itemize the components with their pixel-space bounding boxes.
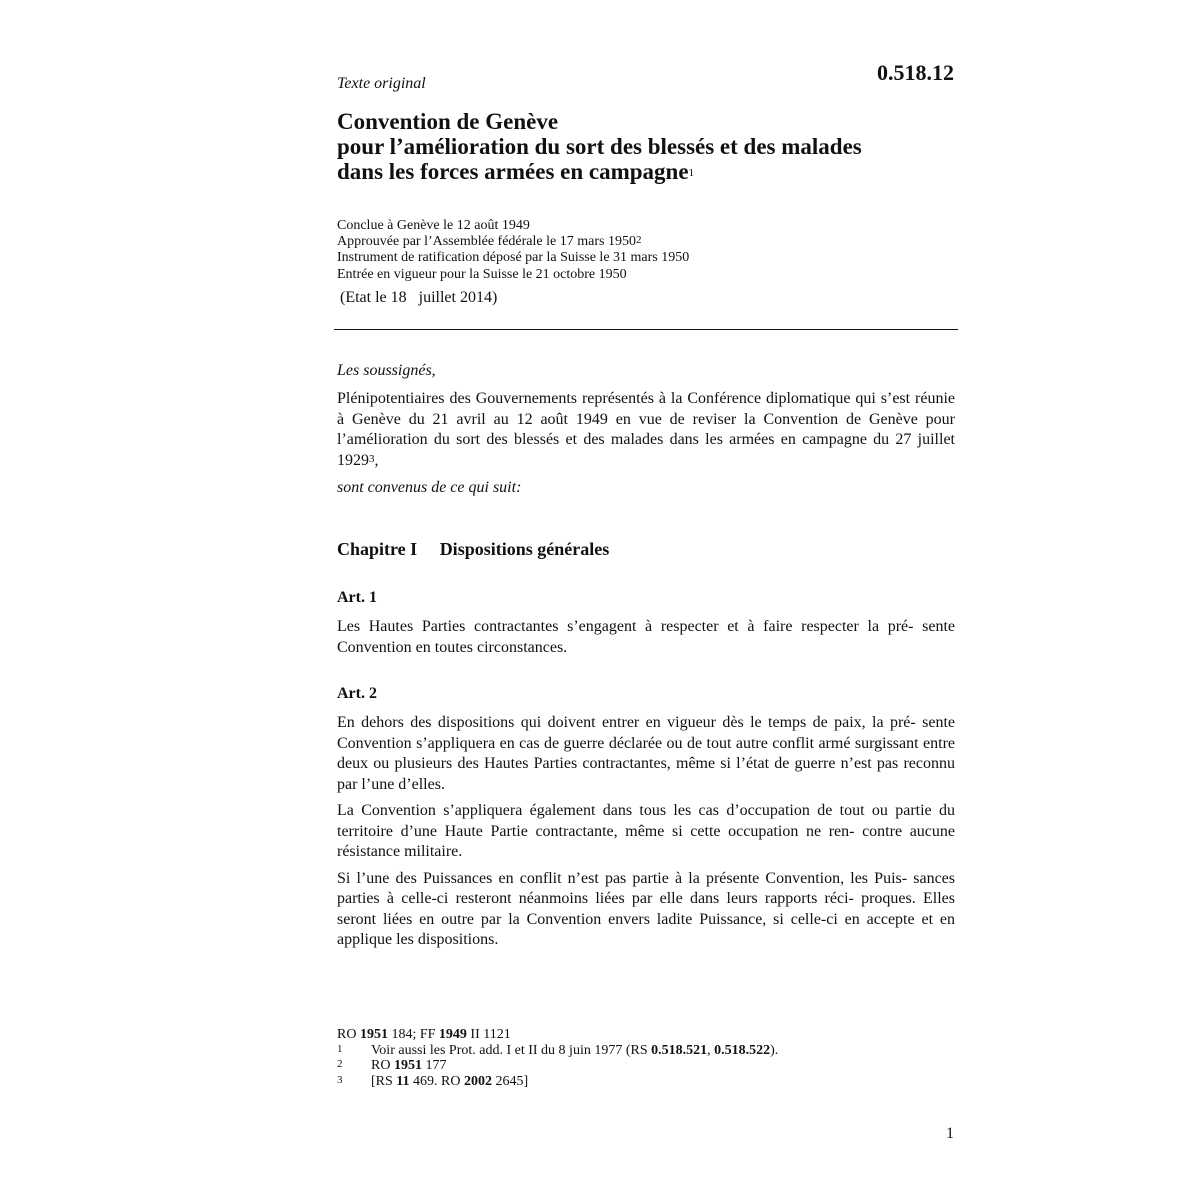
footnote-1-text-a: Voir aussi les Prot. add. I et II du 8 juin 1977 (RS <box>371 1042 648 1058</box>
footnote-2-text <box>371 1058 958 1074</box>
article-2-paragraph-2: La Convention s’appliquera également dans tous les cas d’occupation de tout ou partie du territoire d’une Haute Partie contractante, même si cette occupation ne ren- contre aucune résistance militaire. <box>337 802 955 860</box>
document-title <box>337 109 958 184</box>
chapter-title: Dispositions générales <box>439 539 610 559</box>
article-1-paragraph-1: Les Hautes Parties contractantes s’engagent à respecter et à faire respecter la pré- sente Convention en toutes circonstances. <box>337 618 955 656</box>
article-1-body <box>337 617 955 658</box>
footnote-2-text-b: 177 <box>425 1058 447 1074</box>
page-number: 1 <box>946 1125 954 1142</box>
source-ff-rest: II 1121 <box>470 1027 511 1042</box>
source-ro-label: RO <box>337 1027 357 1042</box>
title-line-2: pour l’amélioration du sort des blessés et des malades <box>337 134 862 159</box>
footnote-1-bold-a: 0.518.521 <box>651 1042 708 1058</box>
footnote-source <box>337 1027 958 1043</box>
footnote-3-text-a: [RS <box>371 1073 393 1089</box>
title-line-1: Convention de Genève <box>337 109 559 134</box>
article-2-title: Art. 2 <box>337 685 377 702</box>
footnote-2-number: 2 <box>337 1058 343 1071</box>
footnote-3 <box>337 1074 958 1090</box>
meta-approuvee <box>337 234 689 250</box>
footnote-3-text-mid: 469. RO <box>413 1073 461 1089</box>
article-2-paragraph-1: En dehors des dispositions qui doivent entrer en vigueur dès le temps de paix, la pré- sente Convention s’appliquera en cas de guerre déclarée ou de tout autre conflit armé surgissant entre deux ou plusieurs des Hautes Parties contractantes, même si l’état de guerre n’est pas reconnu par l’une d’elles. <box>337 714 955 793</box>
source-ff-year: 1949 <box>438 1027 467 1042</box>
footnotes <box>337 1027 958 1089</box>
article-2-body <box>337 713 955 951</box>
meta-conclue: Conclue à Genève le 12 août 1949 <box>337 218 530 233</box>
title-line-3 <box>337 159 958 184</box>
source-ro-year: 1951 <box>359 1027 388 1042</box>
header-divider <box>334 329 958 330</box>
meta-ratification: Instrument de ratification déposé par la Suisse le 31 mars 1950 <box>337 250 690 266</box>
preamble-text <box>337 389 955 471</box>
footnote-2-bold-a: 1951 <box>393 1058 422 1074</box>
footnote-2 <box>337 1058 958 1074</box>
document-page <box>337 0 958 1200</box>
preamble-text-end: , <box>374 451 379 469</box>
article-1-title: Art. 1 <box>337 589 377 606</box>
source-ro-page: 184; FF <box>391 1027 436 1042</box>
chapter-heading <box>337 539 609 560</box>
document-meta <box>337 218 689 283</box>
footnote-3-text <box>371 1074 958 1090</box>
texte-original-label: Texte original <box>337 75 426 92</box>
title-line-3-text: dans les forces armées en campagne <box>337 159 689 184</box>
document-number: 0.518.12 <box>877 60 954 85</box>
footnote-3-text-b: 2645] <box>495 1073 529 1089</box>
meta-footnote-ref[interactable]: 2 <box>635 234 642 247</box>
footnote-1-bold-b: 0.518.522 <box>714 1042 771 1058</box>
article-2-paragraph-3: Si l’une des Puissances en conflit n’est pas partie à la présente Convention, les Puis- sances parties à celle-ci resteront néanmoins liées par elle dans leurs rapports réci- proques. Elles seront liées en outre par la Convention envers ladite Puissance, si celle-ci en accepte et en applique les dispositions. <box>337 869 955 948</box>
preamble-text-body: Plénipotentiaires des Gouvernements représentés à la Conférence diplomatique qui s’est réunie à Genève du 21 avril au 12 août 1949 en vue de reviser la Convention de Genève pour l’amélioration du sort des blessés et des malades dans les armées en campagne du 27 juillet 1929 <box>337 390 955 469</box>
title-footnote-ref[interactable]: 1 <box>688 167 695 179</box>
etat-date: (Etat le 18 juillet 2014) <box>340 289 498 306</box>
meta-approuvee-text: Approuvée par l’Assemblée fédérale le 17 mars 1950 <box>337 234 636 250</box>
footnote-3-number: 3 <box>337 1073 343 1086</box>
footnote-3-bold-a: 11 <box>396 1073 410 1089</box>
footnote-3-bold-b: 2002 <box>463 1073 492 1089</box>
footnote-1-text <box>371 1043 958 1059</box>
meta-entree-vigueur: Entrée en vigueur pour la Suisse le 21 octobre 1950 <box>337 266 627 282</box>
footnote-1-text-b: ). <box>770 1042 779 1058</box>
footnote-1 <box>337 1043 958 1059</box>
footnote-1-number: 1 <box>337 1042 343 1055</box>
footnote-2-text-a: RO <box>371 1058 391 1074</box>
preamble-footnote-ref[interactable]: 3 <box>369 452 375 465</box>
footnote-1-sep: , <box>707 1042 711 1058</box>
preamble-convenus: sont convenus de ce qui suit: <box>337 479 522 496</box>
preamble-soussignes: Les soussignés, <box>337 362 436 379</box>
chapter-label: Chapitre I <box>337 539 418 559</box>
